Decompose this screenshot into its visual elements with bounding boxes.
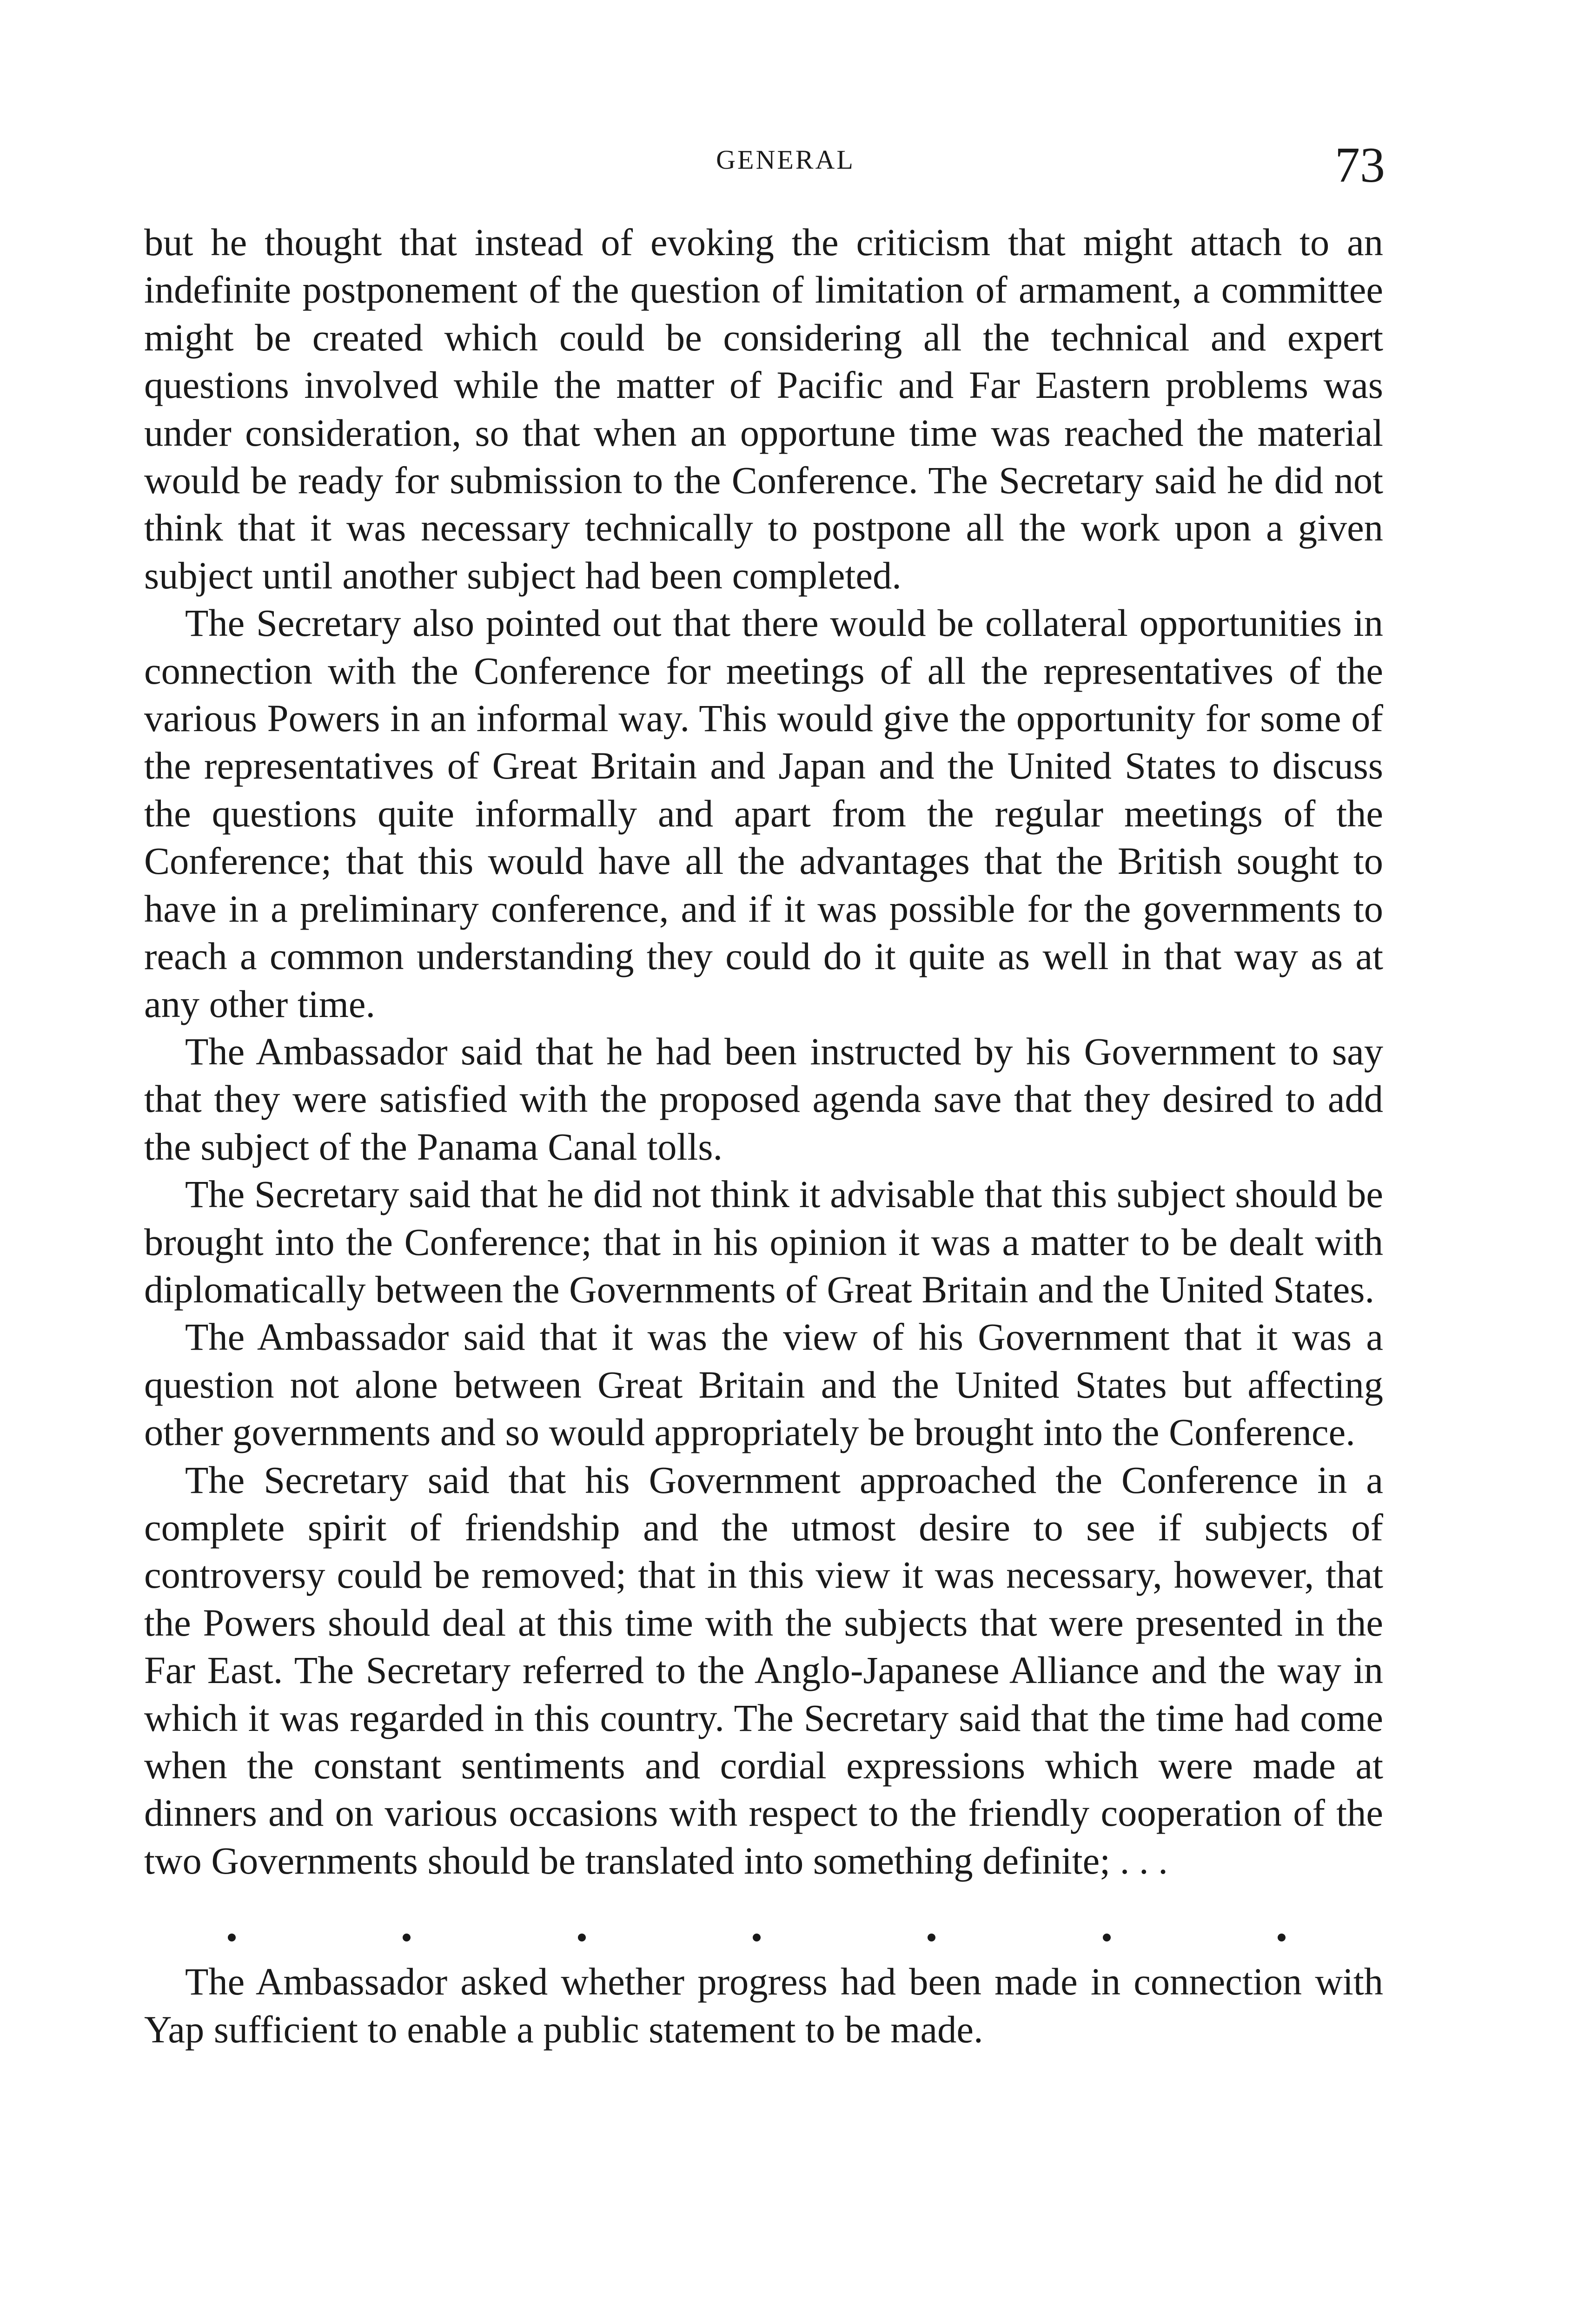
paragraph: The Secretary said that he did not think it advisable that this subject should be brought into the Conference; that in his opinion it was a matter to be dealt with diplomatically between the Governments of Great Britain and the United States.	[144, 1173, 1383, 1311]
ellipsis-dot	[1278, 1934, 1286, 1941]
ellipsis-dot	[753, 1934, 761, 1941]
ellipsis-dot	[928, 1934, 935, 1941]
running-title: GENERAL	[716, 145, 855, 175]
ellipsis-dot	[228, 1934, 236, 1941]
paragraph: The Ambassador said that he had been instructed by his Government to say that they were satisfied with the proposed agenda save that they desired to add the subject of the Panama Canal tolls.	[144, 1030, 1383, 1168]
page-number: 73	[1335, 138, 1385, 193]
paragraph-continued: but he thought that instead of evoking the criticism that might attach to an indefinite postponement of the question of limitation of armament, a committee might be created which could be considering all the technical and expert questions involved while the matter of Pacific and Far Eastern problems was under consideration, so that when an opportune time was reached the material would be ready for submission to the Conference. The Secretary said he did not think that it was necessary technically to postpone all the work upon a given subject until another subject had been completed.	[144, 221, 1383, 597]
paragraph: The Secretary said that his Government approached the Conference in a complete spirit of friendship and the utmost desire to see if subjects of controversy could be removed; that in this view it was necessary, however, that the Powers should deal at this time with the subjects that were presented in the Far East. The Secretary referred to the Anglo-Japanese Alliance and the way in which it was regarded in this country. The Secretary said that the time had come when the constant sentiments and cordial expressions which were made at dinners and on various occasions with respect to the friendly cooperation of the two Governments should be translated into something definite; . . .	[144, 1458, 1383, 1882]
omission-ellipsis-row	[144, 1918, 1383, 1950]
ellipsis-dot	[1103, 1934, 1111, 1941]
text-body	[144, 218, 1383, 2053]
ellipsis-dot	[403, 1934, 411, 1941]
ellipsis-dot	[578, 1934, 586, 1941]
paragraph: The Ambassador said that it was the view of his Government that it was a question not alone between Great Britain and the United States but affecting other governments and so would appropriately be brought into the Conference.	[144, 1315, 1383, 1454]
paragraph: The Secretary also pointed out that there would be collateral opportunities in connection with the Conference for meetings of all the representatives of the various Powers in an informal way. This would give the opportunity for some of the representatives of Great Britain and Japan and the United States to discuss the questions quite informally and apart from the regular meetings of the Conference; that this would have all the advantages that the British sought to have in a preliminary conference, and if it was possible for the governments to reach a common understanding they could do it quite as well in that way as at any other time.	[144, 601, 1383, 1025]
running-head	[0, 139, 1571, 195]
final-paragraph: The Ambassador asked whether progress had been made in connection with Yap sufficient to enable a public statement to be made.	[144, 1960, 1383, 2051]
